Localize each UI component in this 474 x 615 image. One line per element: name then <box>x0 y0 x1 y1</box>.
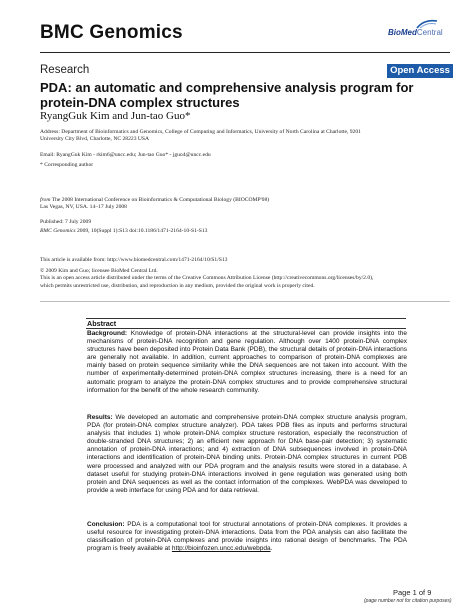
license-line-2: which permits unrestricted use, distribution, and reproduction in any medium, provided the original work is properly cited. <box>40 282 315 289</box>
from-line-1: The 2008 International Conference on Bioinformatics & Computational Biology (BIOCOMP'08) <box>51 197 270 203</box>
address-line-2: University City Blvd, Charlotte, NC 28223 USA <box>40 136 150 143</box>
section-label: Research <box>40 64 90 76</box>
citation-details: 2009, 10(Suppl 1):S13 doi:10.1186/1471-2164-10-S1-S13 <box>76 228 208 234</box>
logo-biomed: BioMed <box>388 28 417 37</box>
conclusion-end: . <box>270 545 273 553</box>
results-text: We developed an automatic and comprehensive protein-DNA complex structure analysis program, PDA (for protein-DNA complex structure analyzer). PDA takes PDB files as inputs and performs structural analysis that includes 1) whole protein-DNA complex structure restoration, especially the reconstruction of double-stranded DNA structures; 2) an efficient new approach for DNA base-pair detection; 3) systematic annotation of protein-DNA interactions; and 4) extraction of DNA subsequences involved in protein-DNA interactions and identification of protein-DNA binding units. Protein-DNA complex structures in current PDB were processed and analyzed with our PDA program and the analysis results were stored in a database. A dataset useful for studying protein-DNA interactions involved in gene regulation was generated using both protein and DNA sequences as well as the contact information of the complexes. WebPDA was developed to provide a web interface for using PDA and for data retrieval. <box>87 414 407 494</box>
page-note: (page number not for citation purposes) <box>364 598 452 604</box>
conference-info <box>40 197 450 212</box>
license-line-1[interactable]: This is an open access article distributed under the terms of the Creative Commons Attribution License (http://creativecommons.org/licenses/by/2.0), <box>40 275 374 282</box>
open-access-badge: Open Access <box>387 64 453 78</box>
abstract-top-rule <box>86 318 406 319</box>
citation-journal: BMC Genomics <box>40 228 76 234</box>
publisher-logo[interactable] <box>388 28 443 37</box>
paper-title <box>40 80 450 110</box>
journal-title: BMC Genomics <box>40 22 183 43</box>
address <box>40 129 450 144</box>
title-line-1: PDA: an automatic and comprehensive analysis program for <box>40 80 414 95</box>
citation <box>40 228 450 235</box>
abstract-conclusion <box>87 521 407 553</box>
webpda-link[interactable]: http://bioinfozen.uncc.edu/webpda <box>171 545 271 553</box>
email-line[interactable]: Email: RyangGuk Kim - rkim6@uncc.edu; Jun-tao Guo* - jguo4@uncc.edu <box>40 152 211 158</box>
authors: RyangGuk Kim and Jun-tao Guo* <box>40 110 191 122</box>
article-url[interactable]: This article is available from: http://www.biomedcentral.com/1471-2164/10/S1/S13 <box>40 257 228 263</box>
background-text: Knowledge of protein-DNA interactions at the structural-level can provide insights into the mechanisms of protein-DNA recognition and gene regulation. Although over 1400 protein-DNA complex structures have been deposited into Protein Data Bank (PDB), the structural details of protein-DNA interactions are generally not available. In addition, current approaches to comparison of protein-DNA complexes are mainly based on protein sequence similarity while the DNA sequences are not taken into account. With the number of experimentally-determined protein-DNA complex structures increasing, there is a need for an automatic program to analyze the protein-DNA complex structures and to provide comprehensive structural information for the benefit of the whole research community. <box>87 330 407 394</box>
from-label: from <box>40 197 51 203</box>
abstract-background <box>87 330 407 395</box>
logo-central: Central <box>416 28 443 37</box>
results-label: Results: <box>87 414 113 421</box>
from-line-2: Las Vegas, NV, USA. 14–17 July 2008 <box>40 204 127 211</box>
background-label: Background: <box>87 330 128 337</box>
address-line-1: Address: Department of Bioinformatics and Genomics, College of Computing and Informatics, University of North Carolina at Charlotte, 9201 <box>40 129 361 135</box>
conclusion-label: Conclusion: <box>87 521 125 528</box>
copyright: © 2009 Kim and Guo; licensee BioMed Central Ltd. <box>40 268 158 274</box>
abstract-heading: Abstract <box>87 319 117 328</box>
header-rule <box>40 52 450 53</box>
page-number: Page 1 of 9 <box>393 588 432 597</box>
license-block <box>40 268 450 290</box>
conclusion-text: PDA is a computational tool for structural annotations of protein-DNA complexes. It provides a useful resource for investigating protein-DNA interactions. Data from the PDA analysis can also facilitate the classification of protein-DNA complexes and provide insights into rational design of benchmarks. The PDA program is freely available at <box>87 521 407 553</box>
section-divider <box>40 301 450 302</box>
abstract-heading-rule <box>86 328 406 329</box>
abstract-results <box>87 414 407 495</box>
published-date: Published: 7 July 2009 <box>40 219 92 225</box>
corresponding-author-note: * Corresponding author <box>40 162 94 168</box>
title-line-2: protein-DNA complex structures <box>40 95 240 110</box>
